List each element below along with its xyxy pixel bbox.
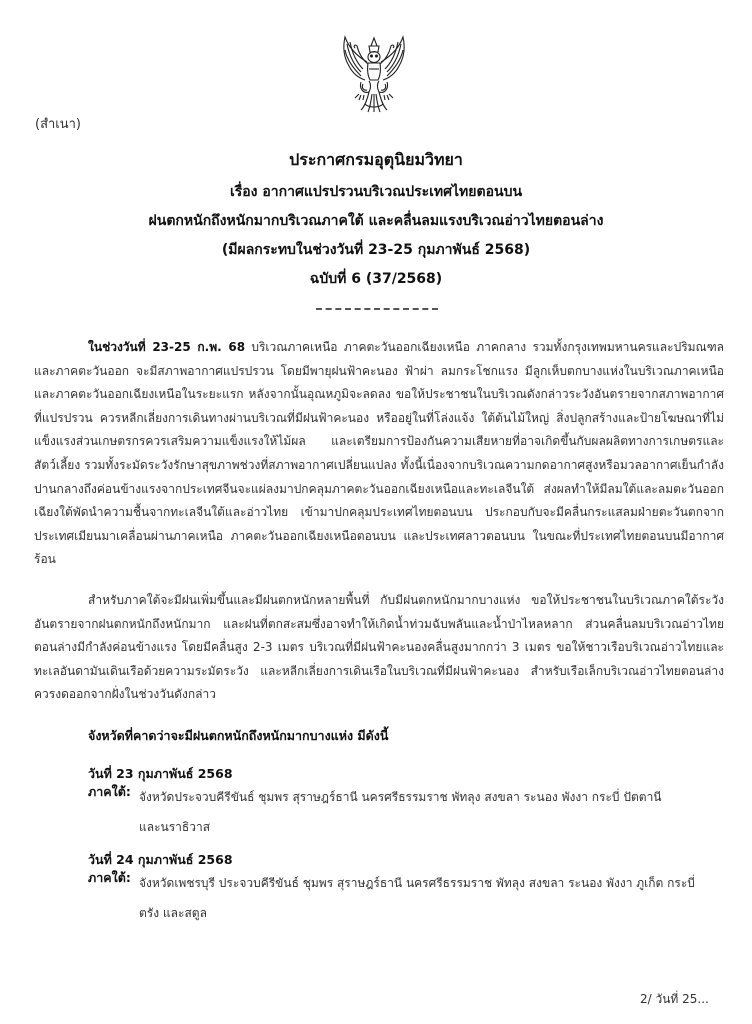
province-list [139,868,729,928]
paragraph-body: สำหรับภาคใต้จะมีฝนเพิ่มขึ้นและมีฝนตกหนักหลายพื้นที่ กับมีฝนตกหนักมากบางแห่ง ขอให้ประชาชนในบริเวณภาคใต้ระวังอันตรายจากฝนตกหนักถึงหนักมาก และฝนที่ตกสะสมซึ่งอาจทำให้เกิดน้ำท่วมฉับพลันและน้ำป่าไหลหลาก ส่วนคลื่นลมบริเวณอ่าวไทยตอนล่างมีกำลังค่อนข้างแรง โดยมีคลื่นสูง 2-3 เมตร บริเวณที่มีฝนฟ้าคะนองคลื่นสูงมากกว่า 3 เมตร ขอให้ชาวเรือบริเวณอ่าวไทยและทะเลอันดามันเดินเรือด้วยความระมัดระวัง และหลีกเลี่ยงการเดินเรือในบริเวณที่มีฝนฟ้าคะนอง สำหรับเรือเล็กบริเวณอ่าวไทยตอนล่างควรงดออกจากฝั่งในช่วงวันดังกล่าว [34,593,724,702]
continued-next-page: 2/ วันที่ 25... [640,992,709,1006]
effect-period: (มีผลกระทบในช่วงวันที่ 23-25 กุมภาพันธ์ 2568) [221,242,531,258]
copy-mark: (สำเนา) [35,117,82,132]
paragraph-forecast-upper-thailand [34,336,724,572]
region-label: ภาคใต้: [88,784,131,799]
paragraph-body: บริเวณภาคเหนือ ภาคตะวันออกเฉียงเหนือ ภาคกลาง รวมทั้งกรุงเทพมหานครและปริมณฑล และภาคตะวันออก จะมีสภาพอากาศแปรปรวน โดยมีพายุฝนฟ้าคะนอง ฟ้าผ่า ลมกระโชกแรง มีลูกเห็บตกบางแห่งในบริเวณภาคเหนือและภาคตะวันออกเฉียงเหนือในระยะแรก หลังจากนั้นอุณหภูมิจะลดลง ขอให้ประชาชนในบริเวณดังกล่าวระวังอันตรายจากสภาพอากาศที่แปรปรวน ควรหลีกเลี่ยงการเดินทางผ่านบริเวณที่มีฝนฟ้าคะนอง หรืออยู่ในที่โล่งแจ้ง ใต้ต้นไม้ใหญ่ สิ่งปลูกสร้างและป้ายโฆษณาที่ไม่แข็งแรงส่วนเกษตรกรควรเสริมความแข็งแรงให้ไม้ผล และเตรียมการป้องกันความเสียหายที่อาจเกิดขึ้นกับผลผลิตทางการเกษตรและสัตว์เลี้ยง รวมทั้งระมัดระวังรักษาสุขภาพช่วงที่สภาพอากาศเปลี่ยนแปลง ทั้งนี้เนื่องจากบริเวณความกดอากาศสูงหรือมวลอากาศเย็นกำลังปานกลางถึงค่อนข้างแรงจากประเทศจีนจะแผ่ลงมาปกคลุมภาคตะวันออกเฉียงเหนือและทะเลจีนใต้ ส่งผลทำให้มีลมใต้และลมตะวันออกเฉียงใต้พัดนำความชื้นจากทะเลจีนใต้และอ่าวไทย เข้ามาปกคลุมประเทศไทยตอนบน ประกอบกับจะมีคลื่นกระแสลมฝ่ายตะวันตกจากประเทศเมียนมาเคลื่อนผ่านภาคเหนือ ภาคตะวันออกเฉียงเหนือตอนบน และประเทศลาวตอนบน ในขณะที่ประเทศไทยตอนบนมีอากาศร้อน [34,340,725,567]
paragraph-forecast-south [34,589,724,707]
province-line-2: และนราธิวาส [139,820,211,834]
header-divider [316,308,438,310]
issue-number: ฉบับที่ 6 (37/2568) [309,271,443,287]
day-date-24: วันที่ 24 กุมภาพันธ์ 2568 [88,852,233,867]
garuda-emblem-icon [331,34,417,114]
subject-line-1: เรื่อง อากาศแปรปรวนบริเวณประเทศไทยตอนบน [229,184,523,200]
province-line-1: จังหวัดประจวบคีรีขันธ์ ชุมพร สุราษฎร์ธานี นครศรีธรรมราช พัทลุง สงขลา ระนอง พังงา กระบี่ ปัตตานี [139,790,662,804]
provinces-heading: จังหวัดที่คาดว่าจะมีฝนตกหนักถึงหนักมากบางแห่ง มีดังนี้ [88,728,389,743]
paragraph-lead-date: ในช่วงวันที่ 23-25 ก.พ. 68 [88,340,246,354]
province-line-2: ตรัง และสตูล [139,906,207,920]
subject-line-2: ฝนตกหนักถึงหนักมากบริเวณภาคใต้ และคลื่นลมแรงบริเวณอ่าวไทยตอนล่าง [148,213,604,229]
day-date-23: วันที่ 23 กุมภาพันธ์ 2568 [88,766,233,781]
region-label: ภาคใต้: [88,870,131,885]
document-title: ประกาศกรมอุตุนิยมวิทยา [289,150,463,169]
province-line-1: จังหวัดเพชรบุรี ประจวบคีรีขันธ์ ชุมพร สุราษฎร์ธานี นครศรีธรรมราช พัทลุง สงขลา ระนอง พังงา ภูเก็ต กระบี่ [139,876,695,890]
province-list [139,782,729,842]
